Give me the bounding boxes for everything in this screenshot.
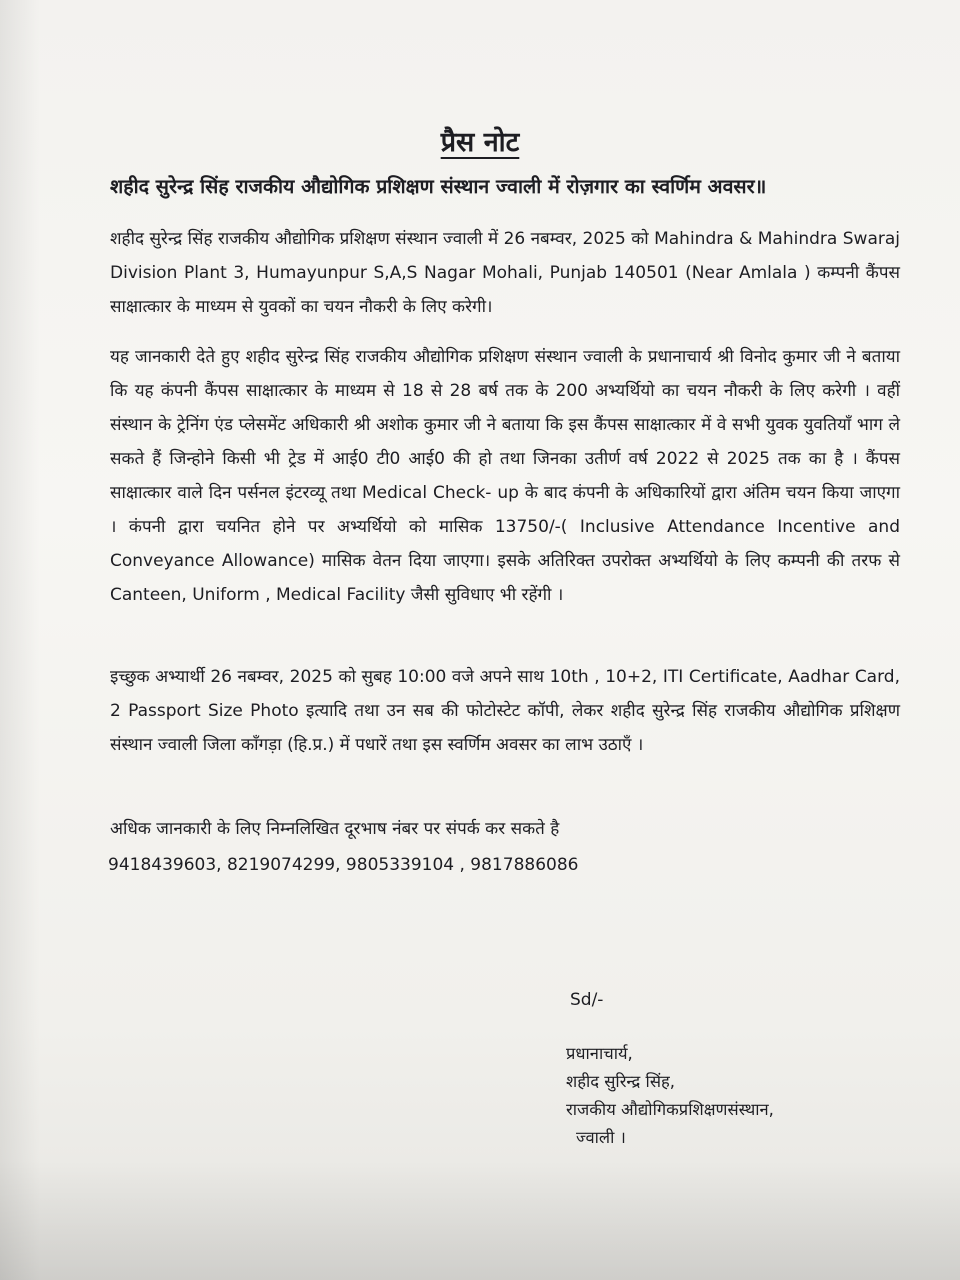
document-subtitle: शहीद सुरेन्द्र सिंह राजकीय औद्योगिक प्रशिक्षण संस्थान ज्वाली में रोज़गार का स्वर्णिम अवसर॥ (110, 175, 767, 198)
document-title: प्रैस नोट (440, 127, 520, 158)
paragraph-instructions: इच्छुक अभ्यार्थी 26 नबम्वर, 2025 को सुबह 10:00 वजे अपने साथ 10th , 10+2, ITI Certificate, Aadhar Card, 2 Passport Size Photo इत्यादि तथा उन सब की फोटोस्टेट कॉपी, लेकर शहीद सुरेन्द्र सिंह राजकीय औद्योगिक प्रशिक्षण संस्थान ज्वाली जिला कॉंगड़ा (हि.प्र.) में पधारें तथा इस स्वर्णिम अवसर का लाभ उठाएँ । (110, 667, 900, 755)
page-shadow-left (0, 0, 40, 1280)
signoff-line-name: शहीद सुरिन्द्र सिंह, (566, 1072, 675, 1091)
paragraph-details: यह जानकारी देते हुए शहीद सुरेन्द्र सिंह राजकीय औद्योगिक प्रशिक्षण संस्थान ज्वाली के प्रधानाचार्य श्री विनोद कुमार जी ने बताया कि यह कंपनी कैंपस साक्षात्कार के माध्यम से 18 से 28 बर्ष तक के 200 अभ्यर्थियो का चयन नौकरी के लिए करेगी । वहीं संस्थान के ट्रेनिंग एंड प्लेसमेंट अधिकारी श्री अशोक कुमार जी ने बताया कि इस कैंपस साक्षात्कार में वे सभी युवक युवतियाँ भाग ले सकते हैं जिन्होने किसी भी ट्रेड में आई0 टी0 आई0 की हो तथा जिनका उतीर्ण वर्ष 2022 से 2025 तक का है । कैंपस साक्षात्कार वाले दिन पर्सनल इंटरव्यू तथा Medical Check- up के बाद कंपनी के अधिकारियों द्वारा अंतिम चयन किया जाएगा । कंपनी द्वारा चयनित होने पर अभ्यर्थियो को मासिक 13750/-( Inclusive Attendance Incentive and Conveyance Allowance) मासिक वेतन दिया जाएगा। इसके अतिरिक्त उपरोक्त अभ्यर्थियो के लिए कम्पनी की तरफ से Canteen, Uniform , Medical Facility जैसी सुविधाए भी रहेंगी । (110, 347, 900, 605)
signoff-line-institute: राजकीय औद्योगिकप्रशिक्षणसंस्थान, (566, 1100, 774, 1119)
paragraph-intro: शहीद सुरेन्द्र सिंह राजकीय औद्योगिक प्रशिक्षण संस्थान ज्वाली में 26 नबम्वर, 2025 को Mahindra & Mahindra Swaraj Division Plant 3, Humayunpur S,A,S Nagar Mohali, Punjab 140501 (Near Amlala ) कम्पनी कैंपस साक्षात्कार के माध्यम से युवकों का चयन नौकरी के लिए करेगी। (110, 229, 900, 317)
paragraph-contact: अधिक जानकारी के लिए निम्नलिखित दूरभाष नंबर पर संपर्क कर सकते है (110, 819, 560, 839)
signoff-line-designation: प्रधानाचार्य, (566, 1044, 633, 1063)
signoff-line-place: ज्वाली । (576, 1128, 626, 1147)
signoff-block (566, 1040, 774, 1152)
signature-sd: Sd/- (570, 990, 604, 1010)
page-shadow-bottom (0, 1160, 960, 1280)
contact-phone-numbers: 9418439603, 8219074299, 9805339104 , 9817886086 (108, 855, 579, 875)
